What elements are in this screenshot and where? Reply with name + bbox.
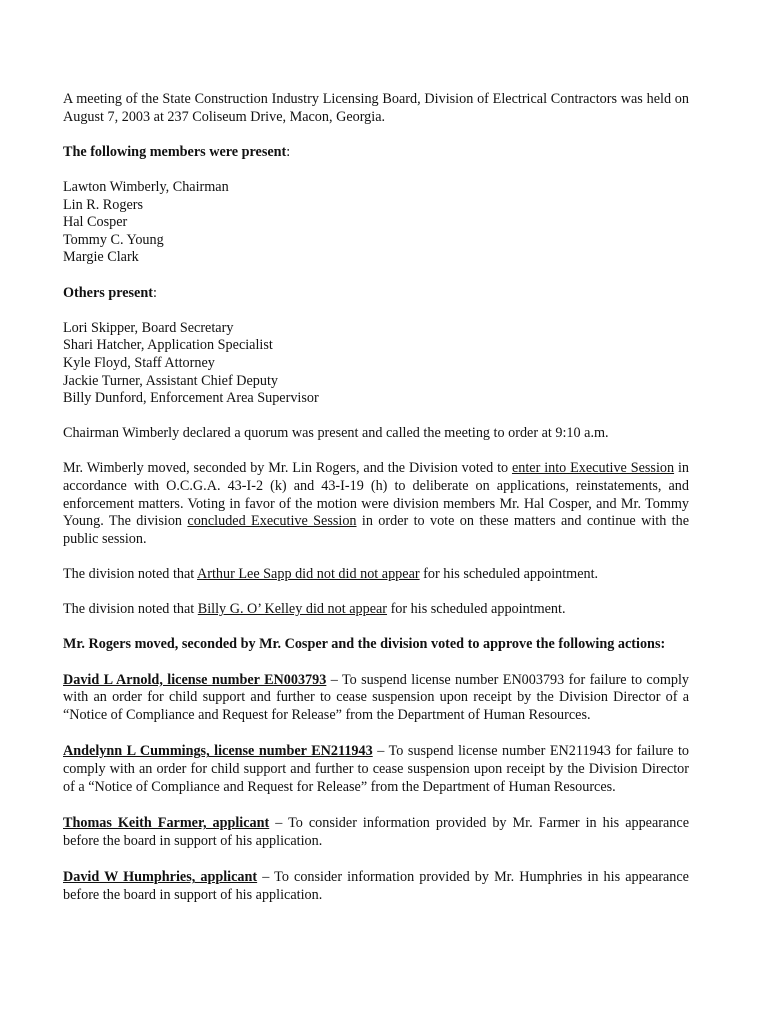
enter-executive-session: enter into Executive Session xyxy=(511,460,675,477)
others-list xyxy=(63,320,689,408)
note2-text-a: The division noted that xyxy=(63,601,198,618)
quorum-paragraph: Chairman Wimberly declared a quorum was present and called the meeting to order at 9:10 a.m. xyxy=(63,425,609,442)
other-item: Kyle Floyd, Staff Attorney xyxy=(63,354,215,371)
action-name: David L Arnold, license number EN003793 xyxy=(63,671,327,688)
okelley-note-paragraph xyxy=(63,601,689,619)
other-item: Lori Skipper, Board Secretary xyxy=(63,319,234,336)
note2-underlined: Billy G. O’ Kelley did not appear xyxy=(197,601,388,618)
action-text: – To suspend license number EN211943 for failure to comply with an order for child support and further to cease suspension upon receipt by the Division Director of a “Notice of Compliance and Request for Release” from the Department of Human Resources. xyxy=(63,743,689,795)
other-item: Billy Dunford, Enforcement Area Supervisor xyxy=(63,390,319,407)
action-name: David W Humphries, applicant xyxy=(63,869,258,886)
colon: : xyxy=(152,284,157,301)
note1-underlined: Arthur Lee Sapp did not did not appear xyxy=(196,566,420,583)
exec-text-b: in accordance with O.C.G.A. 43-I-2 (k) and 43-I-19 (h) to deliberate on applications, reinstatements, and enforcement matters. Voting in favor of the motion were division members Mr. Hal Cosper, and Mr. Tommy Young. The division xyxy=(63,460,689,530)
action-paragraph xyxy=(63,815,689,850)
document-page xyxy=(63,91,689,922)
action-paragraph xyxy=(63,743,689,796)
action-paragraph xyxy=(63,672,689,725)
members-heading: The following members were present xyxy=(63,143,287,160)
motion-paragraph: Mr. Rogers moved, seconded by Mr. Cosper and the division voted to approve the following actions: xyxy=(63,636,666,653)
member-item: Hal Cosper xyxy=(63,214,128,231)
member-item: Margie Clark xyxy=(63,249,139,266)
member-item: Lawton Wimberly, Chairman xyxy=(63,178,229,195)
action-name: Andelynn L Cummings, license number EN211943 xyxy=(63,743,373,760)
action-text: – To consider information provided by Mr. Humphries in his appearance before the board in support of his application. xyxy=(63,869,689,903)
other-item: Shari Hatcher, Application Specialist xyxy=(63,337,273,354)
members-list xyxy=(63,179,689,267)
action-text: – To suspend license number EN003793 for failure to comply with an order for child support and further to cease suspension upon receipt by the Division Director of a “Notice of Compliance and Request for Release” from the Department of Human Resources. xyxy=(63,671,689,723)
note1-text-b: for his scheduled appointment. xyxy=(419,566,599,583)
intro-paragraph: A meeting of the State Construction Industry Licensing Board, Division of Electrical Contractors was held on August 7, 2003 at 237 Coliseum Drive, Macon, Georgia. xyxy=(63,91,689,125)
action-text: – To consider information provided by Mr. Farmer in his appearance before the board in support of his application. xyxy=(63,815,689,849)
note1-text-a: The division noted that xyxy=(63,566,197,583)
action-name: Thomas Keith Farmer, applicant xyxy=(63,815,270,832)
other-item: Jackie Turner, Assistant Chief Deputy xyxy=(63,372,278,389)
concluded-executive-session: concluded Executive Session xyxy=(187,513,357,530)
member-item: Tommy C. Young xyxy=(63,231,164,248)
sapp-note-paragraph xyxy=(63,566,689,584)
others-heading-paragraph xyxy=(63,285,689,303)
exec-text-c: in order to vote on these matters and continue with the public session. xyxy=(63,513,689,547)
exec-text-a: Mr. Wimberly moved, seconded by Mr. Lin Rogers, and the Division voted to xyxy=(63,460,512,477)
colon: : xyxy=(286,143,291,160)
members-heading-paragraph xyxy=(63,144,689,162)
note2-text-b: for his scheduled appointment. xyxy=(387,601,566,618)
member-item: Lin R. Rogers xyxy=(63,196,143,213)
executive-session-paragraph xyxy=(63,460,689,548)
action-paragraph xyxy=(63,869,689,904)
others-heading: Others present xyxy=(63,284,153,301)
